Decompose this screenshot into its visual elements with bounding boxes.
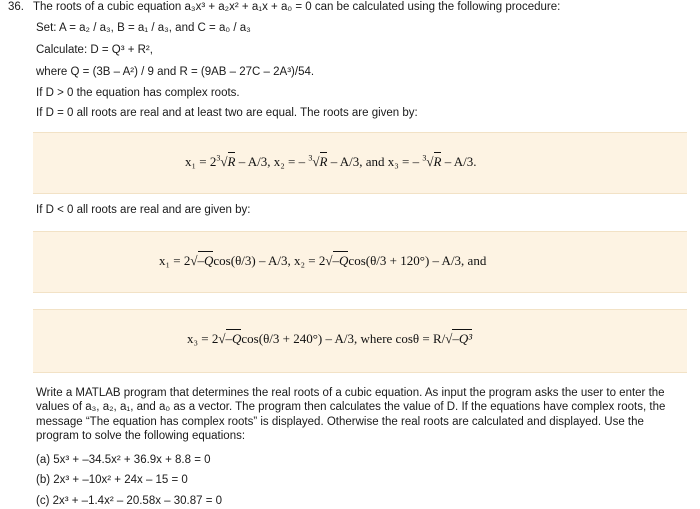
set-line: Set: A = a₂ / a₃, B = a₁ / a₃, and C = a₀ / a₃ xyxy=(36,22,251,34)
where-line: where Q = (3B – A²) / 9 and R = (9AB – 27C – 2A³)/54. xyxy=(36,66,315,78)
problem-number: 36. xyxy=(8,1,24,13)
equation-box-d-zero xyxy=(33,132,687,194)
equation-d-negative-2: x₃ = 2√–Qcos(θ/3 + 240°) – A/3, where cosθ = R/√–Q³ xyxy=(187,331,473,346)
equation-item-c: (c) 2x³ + –1.4x² – 20.58x – 30.87 = 0 xyxy=(36,495,223,507)
equation-d-zero: $x_1 = 2^3√R - A/3$, x₂ = – $^3$√R – A/3, and x₃ = – $^3$√R – A/3. xyxy=(185,153,477,169)
task-paragraph: Write a MATLAB program that determines the real roots of a cubic equation. As input the program asks the user to enter the values of a₃, a₂, a₁, and a₀ as a vector. The program then calculates the value of D. If the equations have complex roots, the message “The equation has complex roots” is displayed. Otherwise the real roots are calculated and displayed. Use the program to solve the following equations: xyxy=(36,387,666,442)
if-d-negative-line: If D < 0 all roots are real and are given by: xyxy=(36,204,251,216)
equation-item-b: (b) 2x³ + –10x² + 24x – 15 = 0 xyxy=(36,474,188,486)
if-d-zero-line: If D = 0 all roots are real and at least two are equal. The roots are given by: xyxy=(36,107,418,119)
equation-box-d-negative-1 xyxy=(33,231,687,293)
equation-item-a: (a) 5x³ + –34.5x² + 36.9x + 8.8 = 0 xyxy=(36,454,211,466)
problem-intro: The roots of a cubic equation a₃x³ + a₂x² + a₁x + a₀ = 0 can be calculated using the following procedure: xyxy=(33,1,561,13)
equation-box-d-negative-2 xyxy=(33,309,687,373)
calculate-line: Calculate: D = Q³ + R², xyxy=(36,44,153,56)
if-d-positive-line: If D > 0 the equation has complex roots. xyxy=(36,87,240,99)
equation-d-negative-1: x₁ = 2√–Qcos(θ/3) – A/3, x₂ = 2√–Qcos(θ/3 + 120°) – A/3, and xyxy=(159,253,487,268)
